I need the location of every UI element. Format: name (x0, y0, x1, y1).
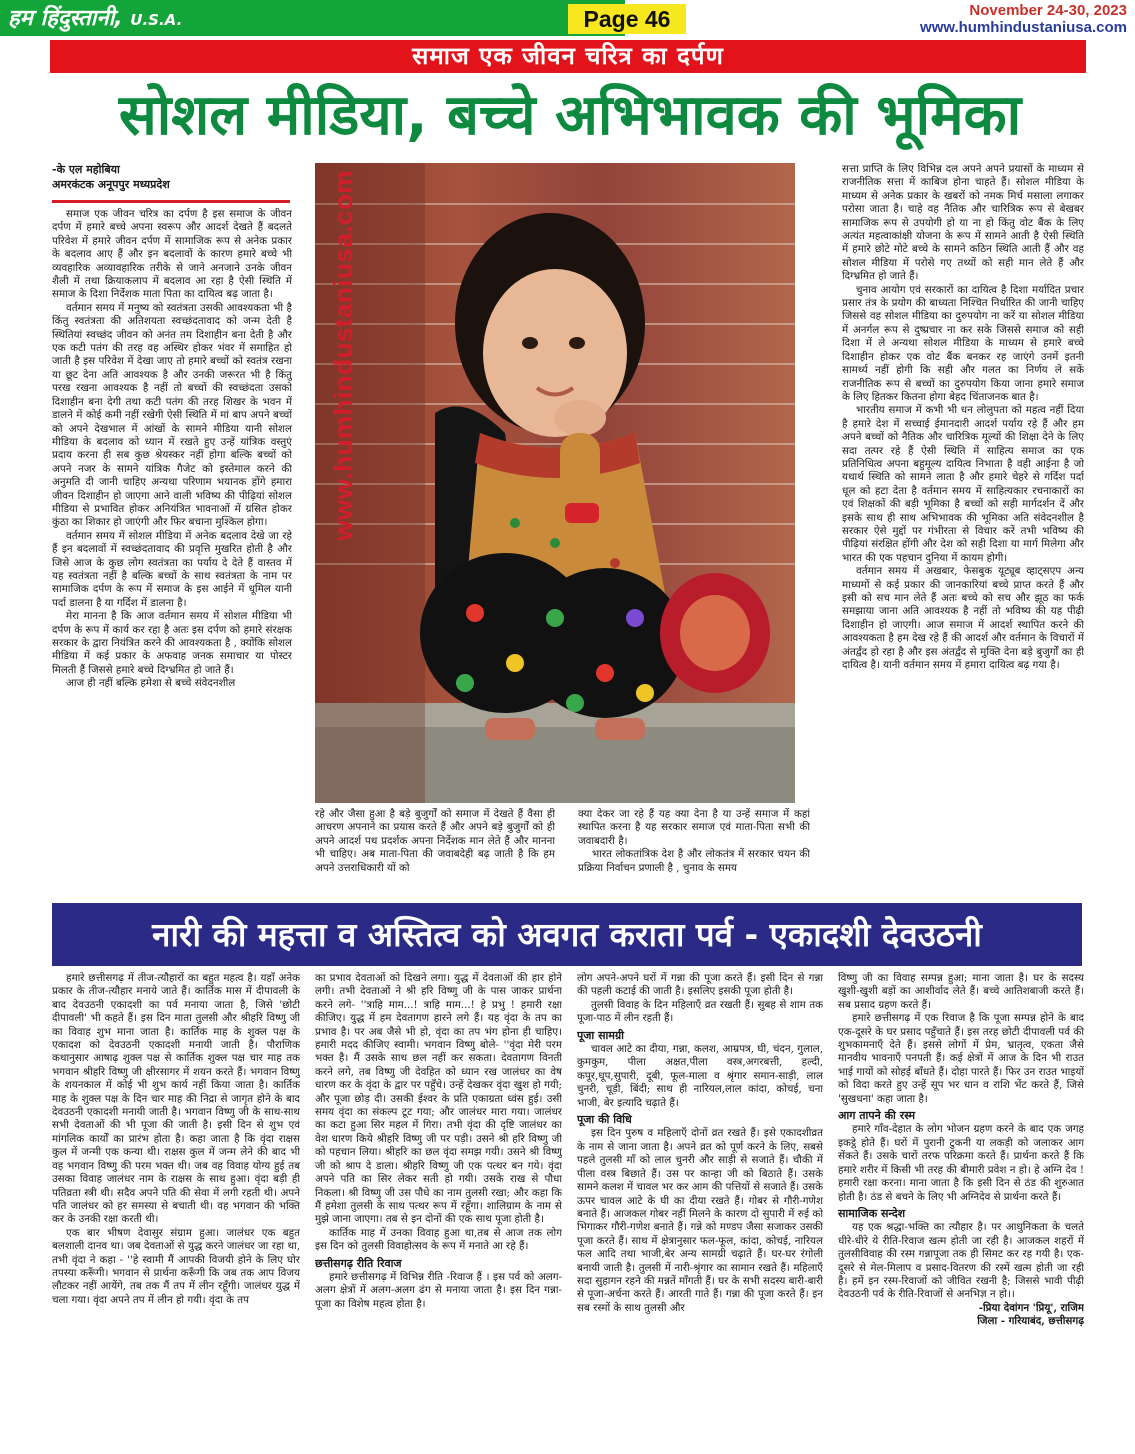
issue-date: November 24-30, 2023 (969, 2, 1127, 19)
paragraph: तुलसी विवाह के दिन महिलाएँ व्रत रखती हैं। सुबह से शाम तक पूजा-पाठ में लीन रहती हैं। (577, 998, 823, 1025)
paragraph: यह एक श्रद्धा-भक्ति का त्यौहार है। पर आधुनिकता के चलते धीरे-धीरे ये रीति-रिवाज खत्म होती जा रही है। आजकल शहरों में तुलसीविवाह की रस्म गन्नापूजा तक ही सिमट कर रह गयी है। एक-दूसरे से मेल-मिलाप व प्रसाद-वितरण की रस्में खत्म होती जा रही है। हमें इन रस्म-रिवाजों को जीवित रखनी है; जिससे भावी पीढ़ी देवउठनी पर्व के रीति-रिवाजों से अनभिज्ञ न हो।। (838, 1221, 1084, 1301)
photo-watermark: www.humhindustaniusa.com (328, 170, 358, 541)
divider (52, 200, 290, 203)
sub-heading: आग तापने की रस्म (838, 1109, 916, 1123)
page-number: Page 46 (568, 4, 686, 34)
paragraph: भारत लोकतांत्रिक देश है और लोकतंत्र में सरकार चयन की प्रक्रिया निर्वाचन प्रणाली है , चुनाव के समय (578, 848, 810, 874)
article1-column-4 (842, 163, 1084, 896)
paragraph: आज ही नहीं बल्कि हमेशा से बच्चे संवेदनशील (66, 677, 236, 690)
paragraph: हमारे छत्तीसगढ़ में तीज-त्यौहारों का बहुत महत्व है। यहाँ अनेक प्रकार के तीज-त्यौहार मनाये जाते हैं। कार्तिक मास में दीपावली के बाद देवउठनी एकादशी का पर्व मनाया जाता है, जिसे 'छोटी दीपावली' भी कहते हैं। इस दिन माता तुलसी और श्रीहरि विष्णु जी का विवाह शुभ माना जाता है। कार्तिक माह के शुक्ल पक्ष के एकादश को देवउठनी एकादशी मनायी जाती है। पौराणिक कथानुसार आषाढ़ शुक्ल पक्ष से कार्तिक शुक्ल पक्ष चार माह तक भगवान श्रीहरि विष्णु जी क्षीरसागर में शयन करते हैं। भगवान विष्णु के शयनकाल में कोई भी शुभ कार्य नहीं किया जाता है। कार्तिक माह के शुक्ल पक्ष के दिन चार माह की निद्रा से जागृत होने के बाद देवउठनी एकादशी मनायी जाती है। भगवान विष्णु जी के साथ-साथ सभी देवताओं की भी पूजा की जाती है। इसी दिन से शुभ एवं मांगलिक कार्यों का प्रारंभ होता है। कहा जाता है कि वृंदा राक्षस कुल में जन्मी एक कन्या थी। राक्षस कुल में जन्म लेने की बाद भी वह भगवान विष्णु की परम भक्त थी। जब वह विवाह योग्य हुई तब उसका विवाह जालंधर नाम के राक्षस के साथ हुआ। वृंदा बड़ी ही पतिव्रता स्त्री थी। सदैव अपने पति की सेवा में लगी रहती थी। अपने पति जालंधर को हर समस्या से बचाती थी। वह भगवान की भक्ति कर के उनकी रक्षा करती थी। (52, 972, 300, 1226)
article2-column-3 (577, 972, 823, 1450)
paragraph: हमारे छत्तीसगढ़ में एक रिवाज है कि पूजा सम्पन्न होने के बाद एक-दूसरे के घर प्रसाद पहुँचाते हैं। इस तरह छोटी दीपावली पर्व की शुभकामनाएँ देते हैं। इससे लोगों में प्रेम, भ्रातृत्व, एकता जैसे मानवीय भावनाएँ पनपती हैं। कई क्षेत्रों में आज के दिन भी राउत भाई गायों को सोहई बाँधते हैं। दोहा पारते हैं। फिर उन राउत भाइयों को विदा करते हुए उन्हें सूप भर धान व राशि भेंट करते हैं, जिसे 'सुखधना' कहा जाता है। (838, 1012, 1084, 1105)
paragraph: हमारे गाँव-देहात के लोग भोजन ग्रहण करने के बाद एक जगह इकट्ठे होते हैं। घरों में पुरानी टुकनी या लकड़ी को जलाकर आग सेंकते हैं। उसके चारों तरफ परिक्रमा करते हैं। प्रार्थना करते हैं कि हमारे शरीर में किसी भी तरह की बीमारी प्रवेश न हो। हे अग्नि देव ! हमारी रक्षा करना। माना जाता है कि इसी दिन से ठंड की शुरुआत होती है। ठंड से बचने के लिए भी अग्निदेव से प्रार्थना करते हैं। (838, 1123, 1084, 1203)
sub-heading: छत्तीसगढ़ रीति रिवाज (315, 1256, 402, 1270)
website-link[interactable]: www.humhindustaniusa.com (920, 19, 1127, 36)
article1-column-2 (315, 808, 555, 896)
paragraph: का प्रभाव देवताओं को दिखने लगा। युद्ध में देवताओं की हार होने लगी। तभी देवताओं ने श्री हरि विष्णु जी के पास जाकर प्रार्थना करने लगे- ''त्राहि माम...! त्राहि माम...! हे प्रभु ! हमारी रक्षा कीजिए। युद्ध में हम देवतागण हारने लगे हैं। यह वृंदा के तप का प्रभाव है। पर अब जैसे भी हो, वृंदा का तप भंग होना ही चाहिए। हमारी मदद कीजिए स्वामी। भगवान विष्णु बोले- ''वृंदा मेरी परम भक्त है। मैं उसके साथ छल नहीं कर सकता। देवतागण विनती करने लगे, तब विष्णु जी देवहित को ध्यान रख जालंधर का वेष धारण कर के वृंदा के द्वार पर पहुँचे। उन्हें देखकर वृंदा खुश हो गयी; और पूजा छोड़ दी। उसकी ईश्वर के प्रति एकाग्रता ध्वंस हुई। उसी समय वृंदा का संकल्प टूट गया; और जालंधर मारा गया। जालंधर का कटा हुआ सिर महल में गिरा। तभी वृंदा की दृष्टि जालंधर का वेश धारण किये श्रीहरि विष्णु जी पर पड़ी। उसने श्री हरि विष्णु जी को पहचान लिया। श्रीहरि का छल वृंदा समझ गयी। उसने श्री विष्णु जी को श्राप दे डाला। श्रीहरि विष्णु जी एक पत्थर बन गये। वृंदा अपने पति का सिर लेकर सती हो गयी। उसके राख से पौधा निकला। श्री विष्णु जी उस पौधे का नाम तुलसी रखा; और कहा कि मैं हमेशा तुलसी के साथ पत्थर रूप में रहूँगा। शालिग्राम के नाम से मुझे जाना जाएगा। तब से इन दोनों की एक साथ पूजा होती है। (315, 972, 562, 1226)
paragraph: लोग अपने-अपने घरों में गन्ना की पूजा करते हैं। इसी दिन से गन्ना की पहली कटाई की जाती है। इसलिए इसकी पूजा होती है। (577, 972, 823, 998)
paragraph: कार्तिक माह में उनका विवाह हुआ था,तब से आज तक लोग इस दिन को तुलसी विवाहोत्सव के रूप में मनाते आ रहे हैं। (315, 1226, 562, 1253)
sub-heading: पूजा सामग्री (577, 1028, 625, 1042)
article2-column-2 (315, 972, 562, 1450)
paragraph: इस दिन पुरुष व महिलाएँ दोनों व्रत रखते हैं। इसे एकादशीव्रत के नाम से जाना जाता है। अपने व्रत को पूर्ण करने के लिए, सबसे पहले तुलसी माँ को लाल चुनरी और साड़ी से सजाते हैं। चौकी में पीला वस्त्र बिछाते हैं। उस पर कान्हा जी को बिठाते हैं। उसके सामने कलश में चावल भर कर आम की पत्तियों से सजाते हैं। उसके ऊपर चावल आटे के घी का दीया रखते हैं। गोबर से गौरी-गणेश बनाते हैं। आजकल गोबर नहीं मिलने के कारण दो सुपारी में रुई को भिगाकर गौरी-गणेश बनाते हैं। गन्ने को मण्डप जैसा सजाकर उसकी पूजा करते हैं। साथ में क्षेत्रानुसार फल-फूल, कांदा, कोचई, नारियल फल आदि तथा भाजी,बेर अन्य सामग्री चढ़ाते हैं। घर-घर रंगोली बनायी जाती है। तुलसी में नारी-श्रृंगार का सामान रखते हैं। महिलाएँ सदा सुहागन रहने की मन्नतें माँगती हैं। घर के सभी सदस्य बारी-बारी से पूजा-अर्चना करते हैं। आरती गाते हैं। गन्ना की पूजा करते हैं। इन सब रस्मों के साथ तुलसी और (577, 1127, 823, 1314)
girl-illustration (315, 163, 795, 803)
paragraph: मेरा मानना है कि आज वर्तमान समय में सोशल मीडिया भी दर्पण के रूप में कार्य कर रहा है अतः इस दर्पण को हमारे संरक्षक सरकार के द्वारा नियंत्रित करने की आवश्यकता है , क्योंकि सोशल मीडिया में कई प्रकार के अफवाह जनक समाचार या पोस्टर मिलती हैं जिससे हमारे बच्चे दिग्भ्रमित हो जाते हैं। (52, 610, 292, 676)
paragraph: क्या देकर जा रहे हैं यह क्या देना है या उन्हें समाज में कहां स्थापित करना है यह सरकार समाज एवं माता-पिता सभी की जवाबदारी है। (578, 808, 810, 847)
paragraph: चावल आटे का दीया, गन्ना, कलश, आम्रपत्र, घी, चंदन, गुलाल, कुमकुम, पीला अक्षत,पीला वस्त्र,अगरबत्ती, हल्दी, कपूर,धूप,सुपारी, दूबी, फूल-माला व श्रृंगार समान-साड़ी, लाल चुनरी, चूड़ी, बिंदी; साथ ही नारियल,लाल कांदा, कोचई, चना भाजी, बेर इत्यादि चढ़ाते हैं। (577, 1043, 823, 1109)
sub-heading: पूजा की विधि (577, 1113, 632, 1127)
byline (52, 162, 170, 192)
paragraph: वर्तमान समय में मनुष्य को स्वतंत्रता उसकी आवश्यकता भी है किंतु स्वतंत्रता की अतिशयता स्वच्छंदतावाद को जन्म देती है स्थितियां स्वच्छंद जीवन को अनंत तम दिशाहीन बना देती है और एक कटी पतंग की तरह वह अस्थिर होकर भंवर में समाहित हो जाती है इस परिवेश में देखा जाए तो हमारे बच्चों को स्वतंत्र रखना या छूट देना अति आवश्यक है और उनकी जरूरत भी है किंतु परख रखना आवश्यक है नहीं तो बच्चों की स्वच्छंदता उसको दिशाहीन बना देगी तथा कटी पतंग की तरह शिखर के भवन में डालने में कोई कमी नहीं रखेगी ऐसी स्थिति में मां बाप अपने बच्चों को अपने देखभाल में आंखों के सामने मीडिया यानी सोशल मीडिया के बदलाव को ध्यान में रखते हुए उन्हें यांत्रिक वस्तुएं प्रदाय करना ही सब कुछ श्रेयस्कर नहीं होगा बल्कि बच्चों को अपने नजर के सामने यांत्रिक गैजेट को इस्तेमाल करने की अनुमति दी जानी चाहिए अन्यथा परिणाम भयानक होंगे हमारा जीवन दिशाहीन हो जाएगा आने वाली भविष्य की पीढ़ियां सोशल मीडिया से प्रभावित होकर अनियंत्रित भावनाओं में ग्रसित होकर कुंठा का शिकार हो जाएंगी और फिर बचाना मुश्किल होगा। (52, 301, 292, 529)
paragraph: भारतीय समाज में कभी भी धन लोलुपता को महत्व नहीं दिया है हमारे देश में सच्चाई ईमानदारी आदर्श पर्याय रहे हैं और हम अपने बच्चों को नैतिक और चारित्रिक मूल्यों की शिक्षा देने के लिए सदा तत्पर रहे हैं ऐसी स्थिति में साहित्य समाज का एक प्रतिनिधित्व अपना बहुमूल्य दायित्व निभाता है वही आईना है जो यथार्थ स्थिति को सामने लाता है और हमारे चेहरे से गर्दिश पर्दा धूल को हटा देता है वर्तमान समय में साहित्यकार रचनाकारों का एवं शिक्षकों की बड़ी भूमिका है बच्चों को सही मार्गदर्शन दें और इसके साथ ही साथ अभिभावक की भूमिका अति संवेदनशील है सरकार ऐसे मुद्दों पर गंभीरता से विचार करें तभी भविष्य की पीढ़ियां संरक्षित होंगी और देश को सही दिशा या मार्ग मिलेगा और भारत की एक पहचान दुनिया में कायम होगी। (842, 404, 1084, 564)
article1-column-3 (578, 808, 810, 896)
paragraph: समाज एक जीवन चरित्र का दर्पण है इस समाज के जीवन दर्पण में हमारे बच्चे अपना स्वरूप और आदर्श देखते हैं बदलते परिवेश में हमारे जीवन दर्पण में सामाजिक रूप से अनेक प्रकार के बदलाव आए हैं और इन बदलावों के कारण हमारे बच्चे भी व्यवहारिक अव्यावहारिक तरीके से जाने अनजाने उनके जीवन शैली में तथा क्रियाकलाप में बदलाव आ रहा है ऐसी स्थिति में समाज के दिशा निर्देशक माता पिता का दायित्व बढ़ जाता है। (52, 208, 292, 301)
author-location: अमरकंटक अनूपपुर मध्यप्रदेश (52, 178, 170, 191)
article2-column-4 (838, 972, 1084, 1450)
article-headline: सोशल मीडिया, बच्चे अभिभावक की भूमिका (118, 83, 1022, 148)
masthead-bar (0, 0, 625, 36)
paragraph: वर्तमान समय में अखबार, फेसबुक यूट्यूब व्हाट्सएप अन्य माध्यमों से कई प्रकार की जानकारियां बच्चे प्राप्त करते हैं और इसी को सच मान लेते हैं अतः बच्चे को सच और झूठ का फर्क समझाया जाना अति आवश्यक है नहीं तो भविष्य की यह पीढ़ी दिशाहीन हो जाएगी। आज समाज में आदर्श स्थापित करने की आवश्यकता है हम देख रहे हैं की आदर्श और वर्तमान के विचारों में अंतर्द्वंद हो रहा है और इस अंतर्द्वंद से मुक्ति देना बड़े बुजुर्गों का ही दायित्व है। यानी वर्तमान समय में हमारा दायित्व बढ़ गया है। (842, 565, 1084, 672)
author: -के एल महोबिया (52, 163, 120, 176)
section-banner: समाज एक जीवन चरित्र का दर्पण (50, 40, 1086, 73)
article2-column-1 (52, 972, 300, 1450)
signature-name: -प्रिया देवांगन 'प्रियू', राजिम (978, 1301, 1084, 1314)
paragraph: एक बार भीषण देवासुर संग्राम हुआ। जालंधर एक बहुत बलशाली दानव था। जब देवताओं से युद्ध करने जालंधर जा रहा था, तभी वृंदा ने कहा - ''हे स्वामी मैं आपकी विजयी होने के लिए घोर तपस्या करूँगी। भगवान से प्रार्थना करूँगी कि जब तक आप विजय लौटकर नहीं आयेंगे, तब तक मैं तप में लीन रहूँगी। जालंधर युद्ध में चला गया। वृंदा अपने तप में लीन हो गयी। वृंदा के तप (52, 1226, 300, 1306)
article1-column-1 (52, 208, 292, 896)
signature-place: जिला - गरियाबंद, छत्तीसगढ़ (977, 1315, 1084, 1328)
article-photo (315, 163, 795, 803)
paragraph: सत्ता प्राप्ति के लिए विभिन्न दल अपने अपने प्रयासों के माध्यम से राजनीतिक सत्ता में काबिज होना चाहते हैं। सोशल मीडिया के माध्यम से अनेक प्रकार के खबरों को नमक मिर्च मसाला लगाकर परोसा जाता है। चाहे वह नैतिक और चारित्रिक रूप से बेखबर सामाजिक रूप से उपयोगी हो या ना हो किंतु वोट बैंक के लिए अत्यंत महत्वाकांक्षी योजना के रूप में सामने आती है ऐसी स्थिति में हमारे छोटे मोटे बच्चे के सामने कठिन स्थिति आती हैं और वह सोशल मीडिया में परोसे गए तथ्यों को सही मान लेते हैं और दिग्भ्रमित हो जाते हैं। (842, 163, 1084, 283)
paragraph: रहे और जैसा हुआ है बड़े बुजुर्गों को समाज में देखते हैं वैसा ही आचरण अपनाने का प्रयास करते हैं और अपने बड़े बुजुर्गों को ही अपने आदर्श पथ प्रदर्शक अपना निर्देशक मान लेते हैं और मानना भी चाहिए। अब माता-पिता की जवाबदेही बढ़ जाती है कि हम अपने उत्तराधिकारी यों को (315, 808, 555, 874)
article2-headline: नारी की महत्ता व अस्तित्व को अवगत कराता पर्व - एकादशी देवउठनी (52, 903, 1082, 966)
sub-heading: सामाजिक सन्देश (838, 1206, 906, 1220)
paragraph: विष्णु जी का विवाह सम्पन्न हुआ; माना जाता है। घर के सदस्य खुशी-खुशी बड़ों का आशीर्वाद लेते हैं। बच्चे आतिशबाजी करते हैं। सब प्रसाद ग्रहण करते हैं। (838, 972, 1084, 1011)
paper-name: हम हिंदुस्तानी, U.S.A. (8, 6, 183, 31)
paragraph: चुनाव आयोग एवं सरकारों का दायित्व है दिशा मर्यादित प्रचार प्रसार तंत्र के प्रयोग की बाध्यता निश्चित निर्धारित की जानी चाहिए जिससे वह सोशल मीडिया का दुरुपयोग ना करें या सोशल मीडिया में अनर्गल रूप से दुष्प्रचार ना कर सके जिससे समाज को सही दिशा में ले अन्यथा सोशल मीडिया के माध्यम से हमारे बच्चे दिशाहीन होकर एक वोट बैंक बनकर रह जाएंगे उनमें इतनी सामर्थ्य नहीं होगी कि सही और गलत का निर्णय ले सकें राजनीतिक रूप से बच्चों का दुरुपयोग किया जाना हमारे समाज के लिए हितकर कितना होगा बेहद चिंताजनक बात है। (842, 283, 1084, 403)
paragraph: हमारे छत्तीसगढ़ में विभिन्न रीति -रिवाज हैं । इस पर्व को अलग-अलग क्षेत्रों में अलग-अलग ढंग से मनाया जाता है। इस दिन गन्ना-पूजा का विशेष महत्व होता है। (315, 1270, 562, 1310)
paragraph: वर्तमान समय में सोशल मीडिया में अनेक बदलाव देखे जा रहे हैं इन बदलावों में स्वच्छंदतावाद की प्रवृत्ति मुखरित होती है और जिसे आज के कुछ लोग स्वतंत्रता का पर्याय दे देते हैं वास्तव में यह स्वतंत्रता नहीं है बल्कि बच्चों के साथ स्वतंत्रता के नाम पर सामाजिक दर्पण के रूप में समाज के इस आईने में धूमिल यानी पर्दा डालना है या गर्दिश में डालना है। (52, 529, 292, 609)
